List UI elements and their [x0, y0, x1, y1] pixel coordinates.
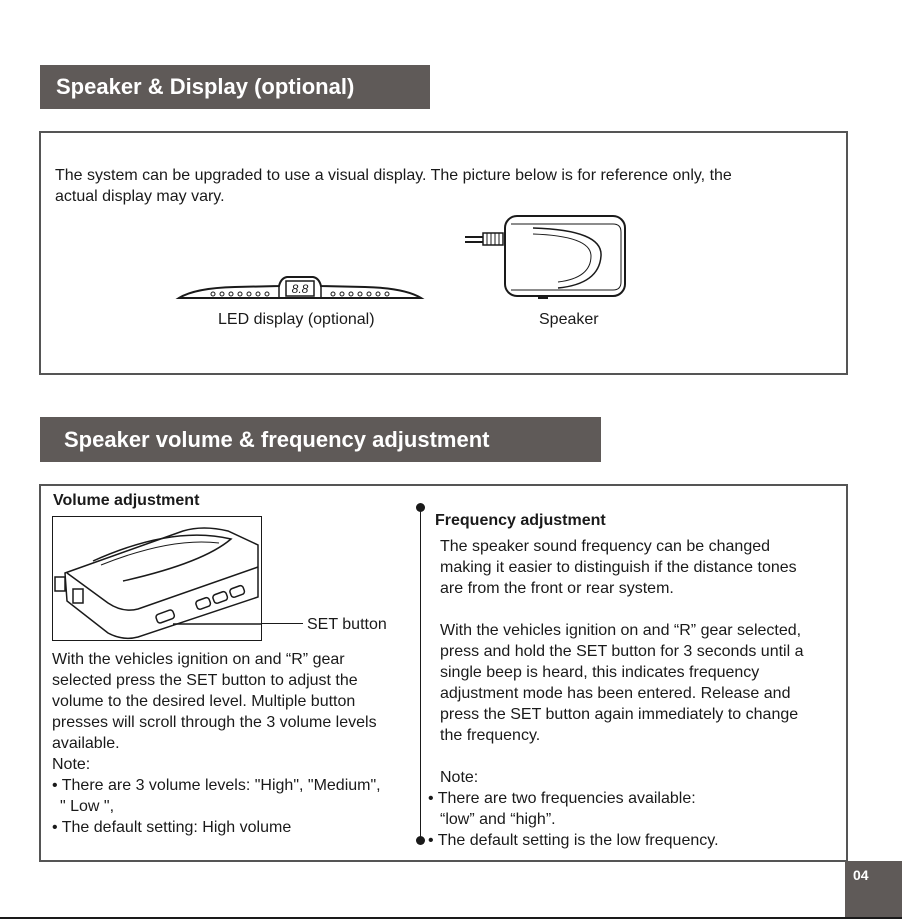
- volume-line: selected press the SET button to adjust the: [52, 672, 358, 689]
- frequency-line: the frequency.: [440, 727, 541, 744]
- section-title: Speaker & Display (optional): [56, 74, 355, 99]
- volume-bullet-continuation: " Low ",: [60, 798, 115, 815]
- frequency-paragraph: [428, 536, 840, 851]
- speaker-set-button-illustration: [53, 517, 262, 641]
- frequency-line: press the SET button again immediately to change: [440, 706, 799, 723]
- page-number: 04: [853, 867, 869, 883]
- volume-paragraph: [52, 649, 412, 838]
- frequency-line: single beep is heard, this indicates frequency: [440, 664, 760, 681]
- frequency-bullet: • There are two frequencies available:: [428, 790, 696, 807]
- led-display-caption: LED display (optional): [218, 311, 375, 328]
- column-divider: [420, 508, 421, 840]
- volume-line: With the vehicles ignition on and “R” gear: [52, 651, 345, 668]
- frequency-line: making it easier to distinguish if the distance tones: [440, 559, 797, 576]
- bottom-rule: [0, 917, 902, 919]
- speaker-caption: Speaker: [539, 311, 599, 328]
- frequency-note-label: Note:: [440, 769, 479, 786]
- section-title: Speaker volume & frequency adjustment: [64, 426, 490, 452]
- frequency-line: adjustment mode has been entered. Release and: [440, 685, 791, 702]
- frequency-line: are from the front or rear system.: [440, 580, 674, 597]
- volume-illustration-frame: [52, 516, 262, 641]
- intro-line: The system can be upgraded to use a visual display. The picture below is for reference only, the: [55, 167, 732, 184]
- section-header-volume-frequency: [40, 417, 601, 462]
- frequency-bullet-continuation: “low” and “high”.: [440, 811, 556, 828]
- volume-line: presses will scroll through the 3 volume levels: [52, 714, 377, 731]
- speaker-illustration: [463, 212, 633, 302]
- intro-line: actual display may vary.: [55, 188, 225, 205]
- page-number-tab: [845, 861, 902, 917]
- frequency-heading: Frequency adjustment: [435, 512, 606, 529]
- frequency-line: The speaker sound frequency can be changed: [440, 538, 771, 555]
- set-button-leader-line: [262, 623, 303, 624]
- volume-bullet: • There are 3 volume levels: "High", "Medium",: [52, 777, 381, 794]
- frequency-line: With the vehicles ignition on and “R” gear selected,: [440, 622, 802, 639]
- intro-paragraph: [55, 165, 835, 207]
- volume-line: available.: [52, 735, 120, 752]
- frequency-line: press and hold the SET button for 3 seconds until a: [440, 643, 804, 660]
- frequency-bullet: • The default setting is the low frequency.: [428, 832, 719, 849]
- section-header-speaker-display: [40, 65, 430, 109]
- volume-line: volume to the desired level. Multiple button: [52, 693, 356, 710]
- divider-dot-top: [416, 503, 425, 512]
- set-button-label: SET button: [307, 616, 387, 633]
- volume-heading: Volume adjustment: [53, 492, 200, 509]
- led-digits: 8.8: [291, 282, 309, 296]
- volume-bullet: • The default setting: High volume: [52, 819, 292, 836]
- led-display-illustration: [175, 272, 425, 306]
- volume-note-label: Note:: [52, 756, 91, 773]
- divider-dot-bottom: [416, 836, 425, 845]
